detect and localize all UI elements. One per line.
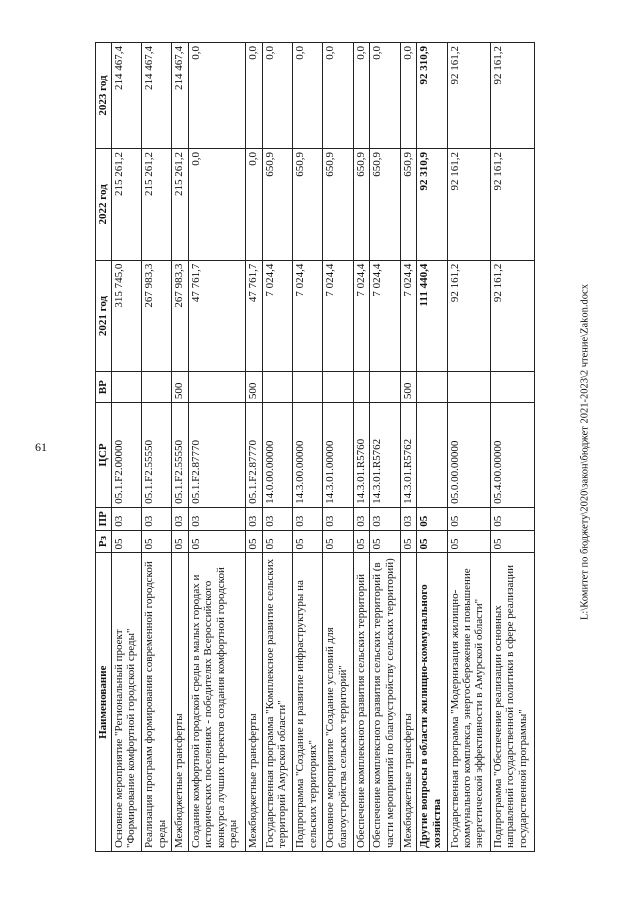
row-pr: 03 xyxy=(172,507,189,530)
row-2022: 650,9 xyxy=(370,149,400,261)
row-name: Межбюджетные трансферты xyxy=(246,553,263,852)
row-pr: 05 xyxy=(491,507,535,530)
row-pr: 03 xyxy=(142,507,172,530)
footer-file-path: L:\Комитет по бюджету\2020\закон\бюджет 2021-2023\2 чтение\Zakon.docx xyxy=(579,284,591,620)
table-row xyxy=(142,43,172,852)
row-2022: 650,9 xyxy=(400,149,417,261)
row-2022: 650,9 xyxy=(323,149,353,261)
row-csr: 14.3.01.R5762 xyxy=(400,403,417,508)
row-2022: 0,0 xyxy=(189,149,246,261)
row-vr xyxy=(112,372,142,403)
row-name: Подпрограмма "Создание и развитие инфраструктуры на сельских территориях" xyxy=(293,553,323,852)
row-pr: 03 xyxy=(370,507,400,530)
row-vr xyxy=(447,372,491,403)
row-2021: 267 983,3 xyxy=(142,260,172,372)
row-rz: 05 xyxy=(142,530,172,553)
table-header-row xyxy=(96,43,112,852)
row-2023: 0,0 xyxy=(353,43,370,149)
table-row xyxy=(189,43,246,852)
header-2022: 2022 год xyxy=(96,149,112,261)
header-pr: ПР xyxy=(96,507,112,530)
row-2022: 215 261,2 xyxy=(172,149,189,261)
row-2023: 92 161,2 xyxy=(491,43,535,149)
row-2022: 92 161,2 xyxy=(447,149,491,261)
row-name: Межбюджетные трансферты xyxy=(172,553,189,852)
row-vr xyxy=(293,372,323,403)
row-rz: 05 xyxy=(417,530,447,553)
row-rz: 05 xyxy=(246,530,263,553)
row-2023: 214 467,4 xyxy=(142,43,172,149)
header-2021: 2021 год xyxy=(96,260,112,372)
row-vr xyxy=(189,372,246,403)
row-name: Другие вопросы в области жилищно-коммунального хозяйства xyxy=(417,553,447,852)
row-pr: 03 xyxy=(112,507,142,530)
row-pr: 05 xyxy=(447,507,491,530)
row-2021: 7 024,4 xyxy=(353,260,370,372)
table-row xyxy=(353,43,370,852)
row-csr xyxy=(417,403,447,508)
row-2021: 92 161,2 xyxy=(447,260,491,372)
row-name: Обеспечение комплексного развития сельских территорий xyxy=(353,553,370,852)
budget-table xyxy=(95,42,535,852)
row-vr xyxy=(142,372,172,403)
row-csr: 05.1.F2.55550 xyxy=(172,403,189,508)
row-pr: 03 xyxy=(293,507,323,530)
table-row xyxy=(491,43,535,852)
row-2023: 0,0 xyxy=(400,43,417,149)
row-rz: 05 xyxy=(263,530,293,553)
row-csr: 05.4.00.00000 xyxy=(491,403,535,508)
row-name: Основное мероприятие "Региональный проект "Формирование комфортной городской среды" xyxy=(112,553,142,852)
row-rz: 05 xyxy=(189,530,246,553)
table-row xyxy=(246,43,263,852)
row-csr: 14.0.00.00000 xyxy=(263,403,293,508)
row-2021: 7 024,4 xyxy=(400,260,417,372)
table-row xyxy=(112,43,142,852)
row-vr xyxy=(491,372,535,403)
row-pr: 03 xyxy=(400,507,417,530)
row-vr xyxy=(263,372,293,403)
row-rz: 05 xyxy=(370,530,400,553)
row-2021: 7 024,4 xyxy=(370,260,400,372)
row-name: Межбюджетные трансферты xyxy=(400,553,417,852)
table-row xyxy=(263,43,293,852)
table-row xyxy=(400,43,417,852)
row-2023: 0,0 xyxy=(189,43,246,149)
row-rz: 05 xyxy=(293,530,323,553)
row-name: Реализация программ формирования современной городской среды xyxy=(142,553,172,852)
row-rz: 05 xyxy=(323,530,353,553)
row-vr xyxy=(353,372,370,403)
row-pr: 03 xyxy=(323,507,353,530)
row-2023: 0,0 xyxy=(293,43,323,149)
row-2021: 47 761,7 xyxy=(189,260,246,372)
row-vr: 500 xyxy=(246,372,263,403)
row-2023: 0,0 xyxy=(263,43,293,149)
row-rz: 05 xyxy=(491,530,535,553)
header-vr: ВР xyxy=(96,372,112,403)
row-vr: 500 xyxy=(400,372,417,403)
row-name: Подпрограмма "Обеспечение реализации основных направлений государственной политики в сфере реализации государственной программы" xyxy=(491,553,535,852)
row-csr: 14.3.01.R5760 xyxy=(353,403,370,508)
row-rz: 05 xyxy=(353,530,370,553)
header-csr: ЦСР xyxy=(96,403,112,508)
row-csr: 05.1.F2.87770 xyxy=(189,403,246,508)
row-name: Государственная программа "Модернизация жилищно-коммунального комплекса, энергосбережение и повышение энергетической эффективности в Амурской области" xyxy=(447,553,491,852)
row-2023: 0,0 xyxy=(246,43,263,149)
header-name: Наименование xyxy=(96,553,112,852)
row-2023: 214 467,4 xyxy=(172,43,189,149)
row-pr: 03 xyxy=(246,507,263,530)
row-name: Создание комфортной городской среды в малых городах и исторических поселениях - победителях Всероссийского конкурса лучших проектов создания комфортной городской среды xyxy=(189,553,246,852)
row-2021: 7 024,4 xyxy=(263,260,293,372)
row-rz: 05 xyxy=(172,530,189,553)
table-row xyxy=(293,43,323,852)
row-2023: 214 467,4 xyxy=(112,43,142,149)
row-2022: 215 261,2 xyxy=(112,149,142,261)
row-2023: 92 161,2 xyxy=(447,43,491,149)
row-rz: 05 xyxy=(112,530,142,553)
row-vr xyxy=(417,372,447,403)
row-csr: 14.3.01.00000 xyxy=(323,403,353,508)
row-2022: 650,9 xyxy=(263,149,293,261)
row-2022: 650,9 xyxy=(293,149,323,261)
row-csr: 14.3.00.00000 xyxy=(293,403,323,508)
rotated-table-wrapper xyxy=(95,42,535,852)
row-2021: 92 161,2 xyxy=(491,260,535,372)
row-2022: 92 310,9 xyxy=(417,149,447,261)
row-rz: 05 xyxy=(400,530,417,553)
row-2022: 0,0 xyxy=(246,149,263,261)
row-2021: 111 440,4 xyxy=(417,260,447,372)
row-name: Обеспечение комплексного развития сельских территорий (в части мероприятий по благоустройству сельских территорий) xyxy=(370,553,400,852)
row-2023: 92 310,9 xyxy=(417,43,447,149)
page-number: 61 xyxy=(35,440,47,454)
row-2021: 267 983,3 xyxy=(172,260,189,372)
row-vr: 500 xyxy=(172,372,189,403)
row-pr: 05 xyxy=(417,507,447,530)
row-2022: 650,9 xyxy=(353,149,370,261)
row-2021: 7 024,4 xyxy=(293,260,323,372)
row-pr: 03 xyxy=(189,507,246,530)
row-csr: 05.1.F2.00000 xyxy=(112,403,142,508)
table-row xyxy=(417,43,447,852)
table-row xyxy=(323,43,353,852)
row-csr: 05.0.00.00000 xyxy=(447,403,491,508)
row-vr xyxy=(370,372,400,403)
row-2023: 0,0 xyxy=(370,43,400,149)
header-rz: Рз xyxy=(96,530,112,553)
row-csr: 05.1.F2.55550 xyxy=(142,403,172,508)
row-rz: 05 xyxy=(447,530,491,553)
row-pr: 03 xyxy=(353,507,370,530)
row-name: Основное мероприятие "Создание условий для благоустройства сельских территорий" xyxy=(323,553,353,852)
row-2021: 315 745,0 xyxy=(112,260,142,372)
row-csr: 14.3.01.R5762 xyxy=(370,403,400,508)
row-2021: 47 761,7 xyxy=(246,260,263,372)
row-2021: 7 024,4 xyxy=(323,260,353,372)
row-name: Государственная программа "Комплексное развитие сельских территорий Амурской области" xyxy=(263,553,293,852)
table-row xyxy=(370,43,400,852)
row-pr: 03 xyxy=(263,507,293,530)
row-2022: 92 161,2 xyxy=(491,149,535,261)
row-2023: 0,0 xyxy=(323,43,353,149)
table-row xyxy=(447,43,491,852)
row-2022: 215 261,2 xyxy=(142,149,172,261)
row-csr: 05.1.F2.87770 xyxy=(246,403,263,508)
table-row xyxy=(172,43,189,852)
row-vr xyxy=(323,372,353,403)
header-2023: 2023 год xyxy=(96,43,112,149)
